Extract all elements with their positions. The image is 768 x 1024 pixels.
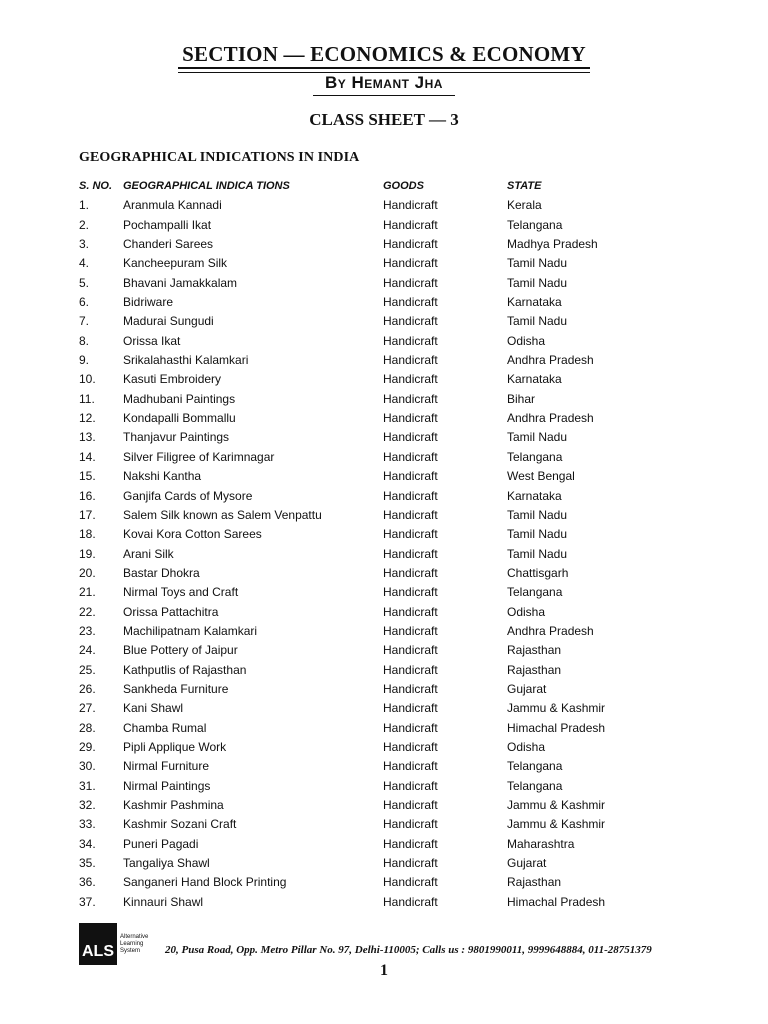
als-logo: ALS — [79, 923, 117, 965]
table-row — [79, 351, 699, 370]
cell-goods: Handicraft — [383, 798, 438, 812]
table-row — [79, 854, 699, 873]
cell-gi: Kovai Kora Cotton Sarees — [123, 527, 262, 542]
header-goods: GOODS — [383, 180, 424, 192]
cell-gi: Kashmir Pashmina — [123, 798, 224, 812]
cell-goods: Handicraft — [383, 585, 438, 600]
cell-goods: Handicraft — [383, 256, 438, 271]
cell-gi: Madhubani Paintings — [123, 391, 236, 406]
cell-gi: Thanjavur Paintings — [123, 430, 230, 445]
cell-goods: Handicraft — [383, 701, 438, 716]
header-state: STATE — [507, 180, 542, 192]
cell-goods: Handicraft — [383, 449, 438, 464]
table-row — [79, 216, 699, 235]
cell-gi: Ganjifa Cards of Mysore — [123, 488, 253, 503]
table-row — [79, 661, 699, 680]
cell-goods: Handicraft — [383, 856, 438, 871]
table-row — [79, 583, 699, 602]
cell-sno: 11. — [79, 391, 95, 406]
cell-goods: Handicraft — [383, 875, 438, 890]
cell-sno: 21. — [79, 585, 96, 600]
cell-gi: Sanganeri Hand Block Printing — [123, 875, 287, 890]
table-row — [79, 603, 699, 622]
cell-sno: 35. — [79, 856, 96, 871]
cell-sno: 16. — [79, 488, 96, 503]
table-row — [79, 564, 699, 583]
cell-goods: Handicraft — [383, 720, 438, 735]
cell-gi: Blue Pottery of Jaipur — [123, 643, 238, 658]
cell-gi: Machilipatnam Kalamkari — [123, 623, 258, 638]
cell-state: Tamil Nadu — [507, 527, 568, 542]
header-sno: S. NO. — [79, 180, 113, 192]
cell-sno: 17. — [79, 507, 96, 522]
gi-table — [79, 177, 699, 912]
cell-sno: 12. — [79, 411, 96, 426]
cell-gi: Chanderi Sarees — [123, 237, 214, 252]
cell-sno: 4. — [79, 256, 90, 271]
cell-goods: Handicraft — [383, 643, 438, 658]
table-row — [79, 448, 699, 467]
table-row — [79, 332, 699, 351]
cell-gi: Sankheda Furniture — [123, 681, 229, 696]
table-row — [79, 467, 699, 486]
cell-goods: Handicraft — [383, 507, 438, 522]
cell-sno: 8. — [79, 333, 90, 348]
cell-sno: 22. — [79, 604, 96, 619]
cell-goods: Handicraft — [383, 778, 438, 793]
cell-sno: 29. — [79, 739, 96, 754]
table-row — [79, 370, 699, 389]
cell-gi: Kashmir Sozani Craft — [123, 817, 237, 832]
table-row — [79, 777, 699, 796]
cell-sno: 18. — [79, 527, 96, 542]
cell-goods: Handicraft — [383, 314, 438, 329]
cell-gi: Kani Shawl — [123, 701, 184, 716]
cell-state: Tamil Nadu — [507, 507, 568, 522]
table-row — [79, 622, 699, 641]
table-row — [79, 525, 699, 544]
cell-gi: Chamba Rumal — [123, 720, 207, 735]
cell-state: Tamil Nadu — [507, 430, 568, 445]
table-row — [79, 274, 699, 293]
table-row — [79, 699, 699, 718]
cell-state: Karnataka — [507, 372, 562, 387]
cell-sno: 24. — [79, 643, 96, 658]
table-row — [79, 893, 699, 912]
cell-gi: Madurai Sungudi — [123, 314, 214, 329]
cell-goods: Handicraft — [383, 295, 438, 310]
table-header-row — [79, 177, 699, 196]
cell-goods: Handicraft — [383, 237, 438, 252]
cell-state: Karnataka — [507, 488, 562, 503]
table-row — [79, 738, 699, 757]
cell-sno: 26. — [79, 681, 96, 696]
cell-gi: Bidriware — [123, 295, 174, 310]
cell-gi: Bhavani Jamakkalam — [123, 275, 238, 290]
cell-gi: Nirmal Furniture — [123, 759, 210, 774]
cell-gi: Salem Silk known as Salem Venpattu — [123, 507, 322, 522]
cell-sno: 20. — [79, 565, 96, 580]
cell-state: Tamil Nadu — [507, 256, 568, 271]
cell-sno: 7. — [79, 314, 90, 329]
cell-goods: Handicraft — [383, 391, 438, 406]
cell-gi: Orissa Ikat — [123, 333, 181, 348]
cell-state: Andhra Pradesh — [507, 353, 594, 368]
cell-goods: Handicraft — [383, 217, 438, 232]
cell-state: Rajasthan — [507, 662, 562, 677]
cell-goods: Handicraft — [383, 430, 438, 445]
cell-goods: Handicraft — [383, 333, 438, 348]
table-row — [79, 835, 699, 854]
cell-gi: Srikalahasthi Kalamkari — [123, 353, 249, 368]
cell-state: Gujarat — [507, 856, 547, 871]
cell-sno: 9. — [79, 353, 90, 368]
cell-gi: Kasuti Embroidery — [123, 372, 222, 387]
cell-sno: 10. — [79, 372, 96, 387]
cell-gi: Pipli Applique Work — [123, 739, 227, 754]
table-row — [79, 719, 699, 738]
cell-sno: 31. — [79, 778, 96, 793]
cell-goods: Handicraft — [383, 565, 438, 580]
cell-state: Jammu & Kashmir — [507, 817, 606, 832]
cell-sno: 1. — [79, 198, 90, 213]
cell-state: Andhra Pradesh — [507, 411, 594, 426]
cell-sno: 3. — [79, 237, 90, 252]
cell-sno: 13. — [79, 430, 96, 445]
cell-gi: Tangaliya Shawl — [123, 856, 210, 871]
cell-goods: Handicraft — [383, 546, 438, 561]
cell-gi: Kancheepuram Silk — [123, 256, 228, 271]
table-row — [79, 409, 699, 428]
logo-line: Learning — [120, 941, 144, 947]
logo-line: Alternative — [120, 934, 149, 940]
cell-gi: Kondapalli Bommallu — [123, 411, 236, 426]
cell-state: Jammu & Kashmir — [507, 798, 606, 812]
footer-address: 20, Pusa Road, Opp. Metro Pillar No. 97, Delhi-110005; Calls us : 9801990011, 9999648884, 011-28751379 — [165, 944, 652, 956]
cell-sno: 30. — [79, 759, 96, 774]
table-row — [79, 815, 699, 834]
cell-state: Telangana — [507, 759, 563, 774]
cell-state: Himachal Pradesh — [507, 720, 606, 735]
logo-line: System — [120, 948, 141, 954]
cell-state: Rajasthan — [507, 875, 562, 890]
cell-goods: Handicraft — [383, 759, 438, 774]
cell-state: Odisha — [507, 604, 546, 619]
cell-state: Andhra Pradesh — [507, 623, 594, 638]
cell-gi: Pochampalli Ikat — [123, 217, 212, 232]
cell-sno: 27. — [79, 701, 96, 716]
table-row — [79, 545, 699, 564]
cell-state: Rajasthan — [507, 643, 562, 658]
cell-goods: Handicraft — [383, 604, 438, 619]
cell-sno: 33. — [79, 817, 96, 832]
page-number: 1 — [380, 962, 388, 979]
table-row — [79, 196, 699, 215]
table-row — [79, 293, 699, 312]
cell-sno: 25. — [79, 662, 96, 677]
cell-goods: Handicraft — [383, 817, 438, 832]
cell-sno: 34. — [79, 836, 96, 851]
cell-gi: Nirmal Paintings — [123, 778, 211, 793]
author-underline — [313, 95, 455, 96]
cell-gi: Orissa Pattachitra — [123, 604, 219, 619]
cell-goods: Handicraft — [383, 488, 438, 503]
cell-state: Tamil Nadu — [507, 314, 568, 329]
author-name: By Hemant Jha — [325, 73, 443, 92]
cell-goods: Handicraft — [383, 739, 438, 754]
cell-state: Chattisgarh — [507, 565, 569, 580]
cell-goods: Handicraft — [383, 623, 438, 638]
header-gi: GEOGRAPHICAL INDICA TIONS — [123, 180, 290, 192]
cell-state: Odisha — [507, 739, 546, 754]
cell-state: Telangana — [507, 585, 563, 600]
cell-sno: 36. — [79, 875, 96, 890]
cell-gi: Nirmal Toys and Craft — [123, 585, 239, 600]
cell-sno: 5. — [79, 275, 90, 290]
cell-sno: 19. — [79, 546, 96, 561]
table-row — [79, 873, 699, 892]
cell-sno: 15. — [79, 469, 96, 484]
table-row — [79, 312, 699, 331]
cell-sno: 28. — [79, 720, 96, 735]
cell-state: Tamil Nadu — [507, 546, 568, 561]
cell-sno: 6. — [79, 295, 90, 310]
cell-gi: Arani Silk — [123, 546, 174, 561]
table-row — [79, 796, 699, 815]
cell-goods: Handicraft — [383, 353, 438, 368]
cell-gi: Aranmula Kannadi — [123, 198, 222, 213]
cell-goods: Handicraft — [383, 469, 438, 484]
table-row — [79, 254, 699, 273]
cell-gi: Silver Filigree of Karimnagar — [123, 449, 275, 464]
cell-state: Jammu & Kashmir — [507, 701, 606, 716]
cell-state: Gujarat — [507, 681, 547, 696]
cell-state: Maharashtra — [507, 836, 575, 851]
cell-state: Madhya Pradesh — [507, 237, 598, 252]
cell-state: Tamil Nadu — [507, 275, 568, 290]
section-heading: GEOGRAPHICAL INDICATIONS IN INDIA — [79, 150, 360, 165]
cell-goods: Handicraft — [383, 275, 438, 290]
cell-sno: 2. — [79, 217, 90, 232]
cell-goods: Handicraft — [383, 411, 438, 426]
cell-goods: Handicraft — [383, 372, 438, 387]
cell-state: West Bengal — [507, 469, 575, 484]
cell-goods: Handicraft — [383, 836, 438, 851]
cell-goods: Handicraft — [383, 681, 438, 696]
table-row — [79, 506, 699, 525]
table-row — [79, 757, 699, 776]
cell-sno: 32. — [79, 798, 96, 812]
cell-goods: Handicraft — [383, 527, 438, 542]
table-row — [79, 680, 699, 699]
cell-gi: Kinnauri Shawl — [123, 894, 204, 909]
logo-subtitle — [120, 934, 148, 955]
cell-state: Himachal Pradesh — [507, 894, 606, 909]
class-sheet-title: CLASS SHEET — 3 — [309, 110, 459, 129]
title-rule — [178, 67, 590, 69]
cell-state: Karnataka — [507, 295, 562, 310]
table-body — [79, 196, 699, 912]
cell-sno: 14. — [79, 449, 96, 464]
cell-gi: Kathputlis of Rajasthan — [123, 662, 247, 677]
table-row — [79, 390, 699, 409]
cell-state: Kerala — [507, 198, 542, 213]
page-title: SECTION — ECONOMICS & ECONOMY — [182, 42, 586, 66]
table-row — [79, 235, 699, 254]
table-row — [79, 641, 699, 660]
cell-goods: Handicraft — [383, 198, 438, 213]
cell-state: Telangana — [507, 449, 563, 464]
cell-sno: 23. — [79, 623, 96, 638]
cell-state: Bihar — [507, 391, 536, 406]
cell-gi: Bastar Dhokra — [123, 565, 200, 580]
cell-gi: Nakshi Kantha — [123, 469, 202, 484]
cell-state: Telangana — [507, 217, 563, 232]
table-row — [79, 428, 699, 447]
cell-sno: 37. — [79, 894, 96, 909]
cell-state: Odisha — [507, 333, 546, 348]
cell-state: Telangana — [507, 778, 563, 793]
table-row — [79, 487, 699, 506]
cell-goods: Handicraft — [383, 662, 438, 677]
cell-goods: Handicraft — [383, 894, 438, 909]
cell-gi: Puneri Pagadi — [123, 836, 199, 851]
